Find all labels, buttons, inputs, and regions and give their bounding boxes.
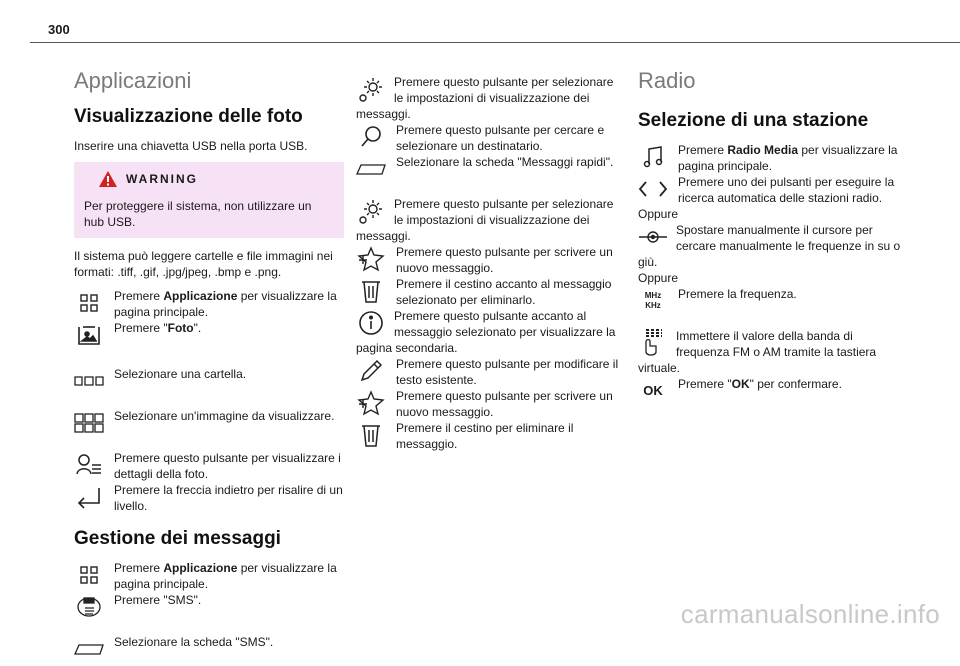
warning-text: Per proteggere il sistema, non utilizzare un hub USB. xyxy=(84,199,312,229)
item-text: Premere la freccia indietro per risalire di un livello. xyxy=(114,483,343,513)
chevron-left-right-icon xyxy=(638,174,668,204)
add-message-icon xyxy=(356,244,386,274)
item-text: Premere questo pulsante accanto al messaggio selezionato per visualizzare la pagina secondaria. xyxy=(356,309,616,355)
top-rule xyxy=(30,42,960,43)
item-text: Premere il cestino per eliminare il messaggio. xyxy=(396,421,574,451)
item-text: per visualizzare la pagina principale. xyxy=(114,561,337,591)
list-item xyxy=(356,276,626,308)
list-item xyxy=(638,142,908,174)
warning-box xyxy=(74,162,344,238)
item-bold: Applicazione xyxy=(163,561,238,575)
warning-title: WARNING xyxy=(126,172,198,186)
tab-icon xyxy=(356,154,386,184)
item-text: per visualizzare la pagina principale. xyxy=(678,143,898,173)
heading-stazione: Selezione di una stazione xyxy=(638,110,869,131)
khz-label: KHz xyxy=(645,301,661,310)
list-item xyxy=(74,320,344,352)
heading-messaggi: Gestione dei messaggi xyxy=(74,528,281,549)
ok-icon xyxy=(638,376,668,406)
list-item xyxy=(638,328,908,376)
list-item xyxy=(356,308,626,356)
item-text: Selezionare la scheda "Messaggi rapidi". xyxy=(396,155,614,169)
item-text: ". xyxy=(193,321,202,335)
item-text: Premere questo pulsante per scrivere un nuovo messaggio. xyxy=(396,389,613,419)
list-item xyxy=(356,74,626,122)
image-grid-icon xyxy=(74,408,104,438)
tuner-slider-icon xyxy=(638,222,668,252)
item-text: Premere la frequenza. xyxy=(678,287,797,301)
item-text: per visualizzare la pagina principale. xyxy=(114,289,337,319)
column-radio xyxy=(638,68,908,408)
item-text: Premere uno dei pulsanti per eseguire la ricerca automatica delle stazioni radio. xyxy=(678,175,895,205)
settings-icon xyxy=(356,196,386,226)
item-text: Premere questo pulsante per selezionare le impostazioni di visualizzazione dei messaggi. xyxy=(356,75,614,121)
list-item xyxy=(356,154,626,186)
item-text: Selezionare la scheda "SMS". xyxy=(114,635,274,649)
item-text: Premere questo pulsante per cercare e selezionare un destinatario. xyxy=(396,123,605,153)
trash-icon xyxy=(356,276,386,306)
info-icon xyxy=(356,308,386,338)
sms-icon xyxy=(74,592,104,622)
list-item xyxy=(638,286,908,318)
list-item xyxy=(356,356,626,388)
item-text: Premere xyxy=(114,561,164,575)
list-item xyxy=(74,592,344,624)
item-text: Premere xyxy=(114,289,164,303)
item-text: Premere " xyxy=(678,377,732,391)
item-text: Spostare manualmente il cursore per cercare manualmente le frequenze in su o giù. xyxy=(638,223,901,269)
item-text: Premere questo pulsante per modificare il testo esistente. xyxy=(396,357,619,387)
heading-foto: Visualizzazione delle foto xyxy=(74,106,303,127)
column-messaggi xyxy=(356,74,626,452)
intro-text: Inserire una chiavetta USB nella porta USB. xyxy=(74,139,308,153)
item-bold: Applicazione xyxy=(163,289,238,303)
item-text: Selezionare una cartella. xyxy=(114,367,247,381)
list-item xyxy=(638,222,908,270)
watermark: carmanualsonline.info xyxy=(680,599,940,629)
list-item xyxy=(74,288,344,320)
settings-icon xyxy=(356,74,386,104)
pencil-icon xyxy=(356,356,386,386)
warning-triangle-icon xyxy=(98,170,118,188)
trash-icon xyxy=(356,420,386,450)
item-text: Immettere il valore della banda di frequenza FM o AM tramite la tastiera virtuale. xyxy=(638,329,877,375)
list-item xyxy=(638,376,908,408)
list-item xyxy=(356,196,626,244)
item-text: Premere questo pulsante per scrivere un nuovo messaggio. xyxy=(396,245,613,275)
tab-icon xyxy=(74,634,104,664)
section-title: Radio xyxy=(638,68,696,93)
details-list-icon xyxy=(74,450,104,480)
item-bold: OK xyxy=(731,377,750,391)
list-item xyxy=(74,560,344,592)
section-title: Applicazioni xyxy=(74,68,192,93)
add-message-icon xyxy=(356,388,386,418)
item-text: Premere "SMS". xyxy=(114,593,202,607)
list-item xyxy=(356,244,626,276)
item-text: " per confermare. xyxy=(749,377,842,391)
list-item xyxy=(356,122,626,154)
apps-grid-icon xyxy=(74,560,104,590)
list-item xyxy=(74,450,344,482)
oppure-label: Oppure xyxy=(638,207,679,221)
item-text: Premere xyxy=(678,143,728,157)
page-number: 300 xyxy=(48,22,70,37)
photo-icon xyxy=(74,320,104,350)
formats-text: Il sistema può leggere cartelle e file immagini nei formati: .tiff, .gif, .jpg/jpeg, .bmp e .png. xyxy=(74,249,333,279)
column-applicazioni xyxy=(74,68,344,666)
ok-icon-label: OK xyxy=(643,383,663,398)
list-item xyxy=(638,174,908,206)
folder-row-icon xyxy=(74,366,104,396)
list-item xyxy=(356,420,626,452)
oppure-label: Oppure xyxy=(638,271,679,285)
mhz-label: MHz xyxy=(644,291,662,300)
frequency-icon xyxy=(638,286,668,316)
list-item xyxy=(356,388,626,420)
list-item xyxy=(74,408,344,440)
keypad-icon xyxy=(638,328,668,358)
list-item xyxy=(74,366,344,398)
back-arrow-icon xyxy=(74,482,104,512)
item-bold: Foto xyxy=(167,321,194,335)
item-text: Selezionare un'immagine da visualizzare. xyxy=(114,409,335,423)
item-text: Premere questo pulsante per selezionare le impostazioni di visualizzazione dei messaggi. xyxy=(356,197,614,243)
music-note-icon xyxy=(638,142,668,172)
item-text: Premere il cestino accanto al messaggio selezionato per eliminarlo. xyxy=(396,277,612,307)
list-item xyxy=(74,482,344,514)
item-bold: Radio Media xyxy=(727,143,799,157)
item-text: Premere " xyxy=(114,321,168,335)
list-item xyxy=(74,634,344,666)
search-icon xyxy=(356,122,386,152)
item-text: Premere questo pulsante per visualizzare i dettagli della foto. xyxy=(114,451,341,481)
apps-grid-icon xyxy=(74,288,104,318)
